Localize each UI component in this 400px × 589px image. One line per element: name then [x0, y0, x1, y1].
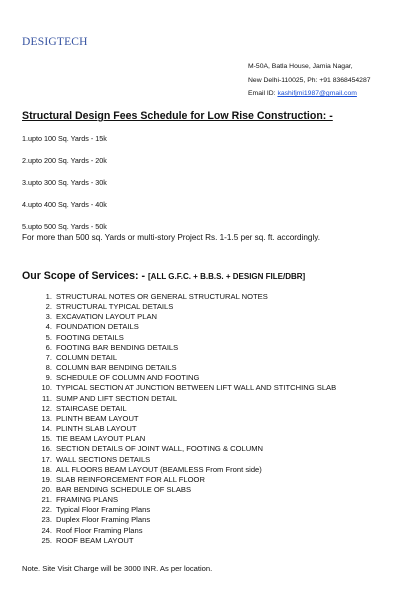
list-text: SLAB REINFORCEMENT FOR ALL FLOOR: [56, 474, 205, 484]
list-number: 17.: [41, 454, 52, 464]
list-number: 18.: [41, 464, 52, 474]
footer-note: Note. Site Visit Charge will be 3000 INR. As per location.: [22, 564, 213, 573]
list-number: 14.: [41, 424, 52, 434]
list-item: [38, 515, 336, 525]
list-item: [38, 495, 336, 505]
list-text: EXCAVATION LAYOUT PLAN: [56, 312, 157, 322]
fees-note: For more than 500 sq. Yards or multi-story Project Rs. 1-1.5 per sq. ft. accordingly.: [22, 233, 321, 242]
list-item: [38, 394, 336, 404]
list-number: 23.: [41, 515, 52, 525]
list-text: Duplex Floor Framing Plans: [56, 515, 151, 525]
list-text: ALL FLOORS BEAM LAYOUT (BEAMLESS From Front side): [56, 464, 262, 474]
list-item: [38, 475, 336, 485]
list-item: [38, 434, 336, 444]
list-text: TYPICAL SECTION AT JUNCTION BETWEEN LIFT WALL AND STITCHING SLAB: [56, 383, 337, 393]
scope-heading-text: Our Scope of Services: -: [22, 270, 148, 282]
list-text: STRUCTURAL NOTES OR GENERAL STRUCTURAL NOTES: [56, 292, 268, 301]
fee-item: 5.upto 500 Sq. Yards - 50k: [22, 222, 107, 231]
list-item: [38, 363, 336, 373]
list-number: 19.: [41, 474, 52, 484]
list-text: WALL SECTIONS DETAILS: [56, 454, 151, 464]
list-item: [38, 302, 336, 312]
address-email-row: [248, 87, 371, 101]
fee-item: 4.upto 400 Sq. Yards - 40k: [22, 200, 107, 209]
list-text: TIE BEAM LAYOUT PLAN: [56, 434, 146, 444]
company-address: [248, 60, 371, 101]
list-item: [38, 526, 336, 536]
list-number: 12.: [41, 403, 52, 413]
fee-item: 3.upto 300 Sq. Yards - 30k: [22, 178, 107, 187]
list-text: FOOTING BAR BENDING DETAILS: [56, 342, 179, 352]
scope-list: [38, 292, 336, 546]
list-item: [38, 353, 336, 363]
list-number: 13.: [41, 413, 52, 423]
scope-subheading: [ALL G.F.C. + B.B.S. + DESIGN FILE/DBR]: [148, 272, 306, 281]
list-item: [38, 444, 336, 454]
list-text: Typical Floor Framing Plans: [56, 505, 151, 515]
list-text: COLUMN DETAIL: [56, 352, 118, 362]
list-number: 22.: [41, 505, 52, 515]
list-item: [38, 404, 336, 414]
list-text: FRAMING PLANS: [56, 495, 119, 505]
address-line-2: New Delhi-110025, Ph: +91 8368454287: [248, 76, 371, 84]
list-text: SUMP AND LIFT SECTION DETAIL: [56, 393, 178, 403]
list-number: 11.: [42, 393, 52, 403]
list-number: 15.: [41, 434, 52, 444]
list-text: SECTION DETAILS OF JOINT WALL, FOOTING & COLUMN: [56, 444, 264, 454]
list-item: [38, 465, 336, 475]
list-number: 24.: [41, 525, 52, 535]
list-text: FOOTING DETAILS: [56, 332, 124, 342]
list-item: [38, 292, 336, 302]
list-item: [38, 343, 336, 353]
list-number: 21.: [41, 495, 52, 505]
list-item: [38, 455, 336, 465]
company-name: DESIGTECH: [22, 36, 88, 48]
fee-item: 2.upto 200 Sq. Yards - 20k: [22, 156, 107, 165]
list-text: SCHEDULE OF COLUMN AND FOOTING: [56, 373, 200, 383]
list-item: [38, 322, 336, 332]
list-text: BAR BENDING SCHEDULE OF SLABS: [56, 484, 192, 494]
address-line-1: M-50A, Batla House, Jamia Nagar,: [248, 63, 353, 70]
list-item: [38, 312, 336, 322]
list-number: 3.: [45, 312, 52, 322]
list-item: [38, 333, 336, 343]
list-number: 9.: [45, 373, 52, 383]
list-text: PLINTH SLAB LAYOUT: [56, 424, 137, 434]
fees-list: [22, 128, 382, 238]
list-text: STAIRCASE DETAIL: [56, 403, 127, 413]
list-text: PLINTH BEAM LAYOUT: [56, 413, 139, 423]
list-text: ROOF BEAM LAYOUT: [56, 535, 134, 545]
list-number: 4.: [45, 322, 52, 332]
email-label: Email ID:: [248, 90, 278, 97]
list-text: COLUMN BAR BENDING DETAILS: [56, 363, 177, 373]
list-number: 25.: [41, 535, 52, 545]
list-number: 8.: [45, 363, 52, 373]
list-text: STRUCTURAL TYPICAL DETAILS: [56, 302, 174, 312]
list-number: 2.: [45, 302, 52, 312]
list-item: [38, 536, 336, 546]
list-number: 1.: [45, 292, 52, 301]
email-link[interactable]: kashifjmi1987@gmail.com: [277, 90, 357, 97]
list-number: 16.: [41, 444, 52, 454]
scope-heading: [22, 270, 305, 282]
fees-heading: Structural Design Fees Schedule for Low Rise Construction: -: [22, 110, 333, 122]
list-item: [38, 505, 336, 515]
list-item: [38, 373, 336, 383]
list-number: 20.: [41, 484, 52, 494]
fee-item: 1.upto 100 Sq. Yards - 15k: [22, 134, 107, 143]
list-number: 7.: [45, 352, 52, 362]
list-number: 6.: [45, 342, 52, 352]
list-text: Roof Floor Framing Plans: [56, 525, 143, 535]
list-number: 5.: [45, 332, 52, 342]
list-text: FOUNDATION DETAILS: [56, 322, 139, 332]
list-item: [38, 424, 336, 434]
list-item: [38, 383, 336, 393]
list-item: [38, 414, 336, 424]
list-number: 10.: [41, 383, 52, 393]
list-item: [38, 485, 336, 495]
